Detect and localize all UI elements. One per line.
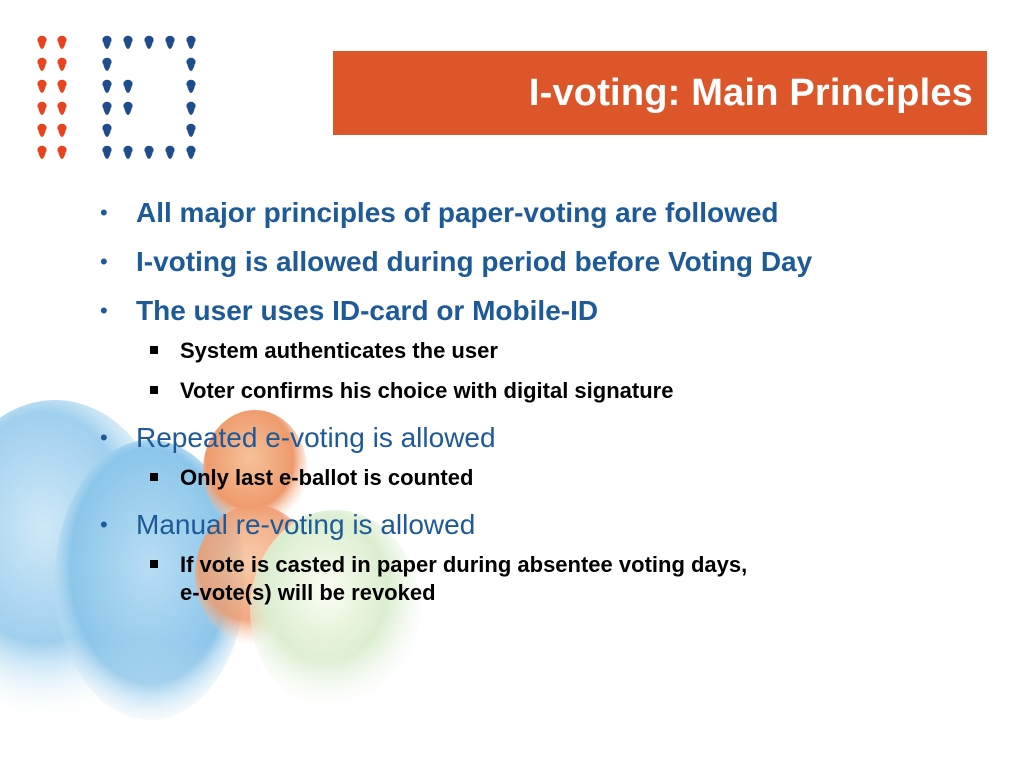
person-figure-icon bbox=[102, 58, 111, 71]
person-figure-icon bbox=[165, 36, 174, 49]
bullet-dot-icon: • bbox=[100, 249, 108, 274]
sub-bullet-text: Voter confirms his choice with digital signature bbox=[180, 378, 674, 403]
person-figure-icon bbox=[102, 80, 111, 93]
people-grid-logo bbox=[30, 32, 210, 167]
person-figure-icon bbox=[102, 124, 111, 137]
person-figure-icon bbox=[37, 124, 46, 137]
sub-bullet-list bbox=[98, 337, 998, 405]
bullet-dot-icon: • bbox=[100, 425, 108, 450]
person-figure-icon bbox=[102, 102, 111, 115]
person-figure-icon bbox=[37, 58, 46, 71]
bullet-item bbox=[98, 294, 998, 328]
person-figure-icon bbox=[144, 146, 153, 159]
sub-bullet-text: System authenticates the user bbox=[180, 338, 498, 363]
person-figure-icon bbox=[186, 80, 195, 93]
person-figure-icon bbox=[57, 80, 66, 93]
person-figure-icon bbox=[37, 80, 46, 93]
bullet-text: I-voting is allowed during period before Voting Day bbox=[136, 246, 813, 277]
square-bullet-icon bbox=[150, 560, 158, 568]
sub-bullet-list bbox=[98, 551, 998, 607]
square-bullet-icon bbox=[150, 386, 158, 394]
bullet-item bbox=[98, 421, 998, 455]
sub-bullet-list bbox=[98, 464, 998, 492]
person-figure-icon bbox=[57, 146, 66, 159]
person-figure-icon bbox=[57, 36, 66, 49]
person-figure-icon bbox=[123, 146, 132, 159]
bullet-item bbox=[98, 508, 998, 542]
bullet-text: Manual re-voting is allowed bbox=[136, 509, 476, 540]
person-figure-icon bbox=[123, 80, 132, 93]
bullet-dot-icon: • bbox=[100, 200, 108, 225]
person-figure-icon bbox=[57, 102, 66, 115]
bullet-text: Repeated e-voting is allowed bbox=[136, 422, 496, 453]
bullet-text: All major principles of paper-voting are followed bbox=[136, 197, 779, 228]
sub-bullet-text: Only last e-ballot is counted bbox=[180, 465, 474, 490]
person-figure-icon bbox=[102, 36, 111, 49]
bullet-text: The user uses ID-card or Mobile-ID bbox=[136, 295, 599, 326]
bullet-item bbox=[98, 196, 998, 230]
sub-bullet-item bbox=[98, 464, 998, 492]
person-figure-icon bbox=[186, 146, 195, 159]
person-figure-icon bbox=[57, 58, 66, 71]
bullet-list bbox=[98, 196, 998, 623]
slide-title: I-voting: Main Principles bbox=[528, 71, 973, 114]
bullet-dot-icon: • bbox=[100, 298, 108, 323]
sub-bullet-item bbox=[98, 377, 998, 405]
person-figure-icon bbox=[102, 146, 111, 159]
person-figure-icon bbox=[123, 102, 132, 115]
sub-bullet-item bbox=[98, 551, 998, 607]
person-figure-icon bbox=[144, 36, 153, 49]
person-figure-icon bbox=[123, 36, 132, 49]
sub-bullet-item bbox=[98, 337, 998, 365]
sub-bullet-text: If vote is casted in paper during absentee voting days, bbox=[180, 552, 748, 577]
sub-bullet-text: e-vote(s) will be revoked bbox=[180, 580, 436, 605]
bullet-dot-icon: • bbox=[100, 512, 108, 537]
person-figure-icon bbox=[57, 124, 66, 137]
square-bullet-icon bbox=[150, 346, 158, 354]
person-figure-icon bbox=[37, 102, 46, 115]
person-figure-icon bbox=[186, 102, 195, 115]
person-figure-icon bbox=[186, 58, 195, 71]
square-bullet-icon bbox=[150, 473, 158, 481]
bullet-item bbox=[98, 245, 998, 279]
title-banner bbox=[333, 51, 987, 135]
person-figure-icon bbox=[165, 146, 174, 159]
person-figure-icon bbox=[37, 36, 46, 49]
person-figure-icon bbox=[186, 36, 195, 49]
person-figure-icon bbox=[37, 146, 46, 159]
person-figure-icon bbox=[186, 124, 195, 137]
